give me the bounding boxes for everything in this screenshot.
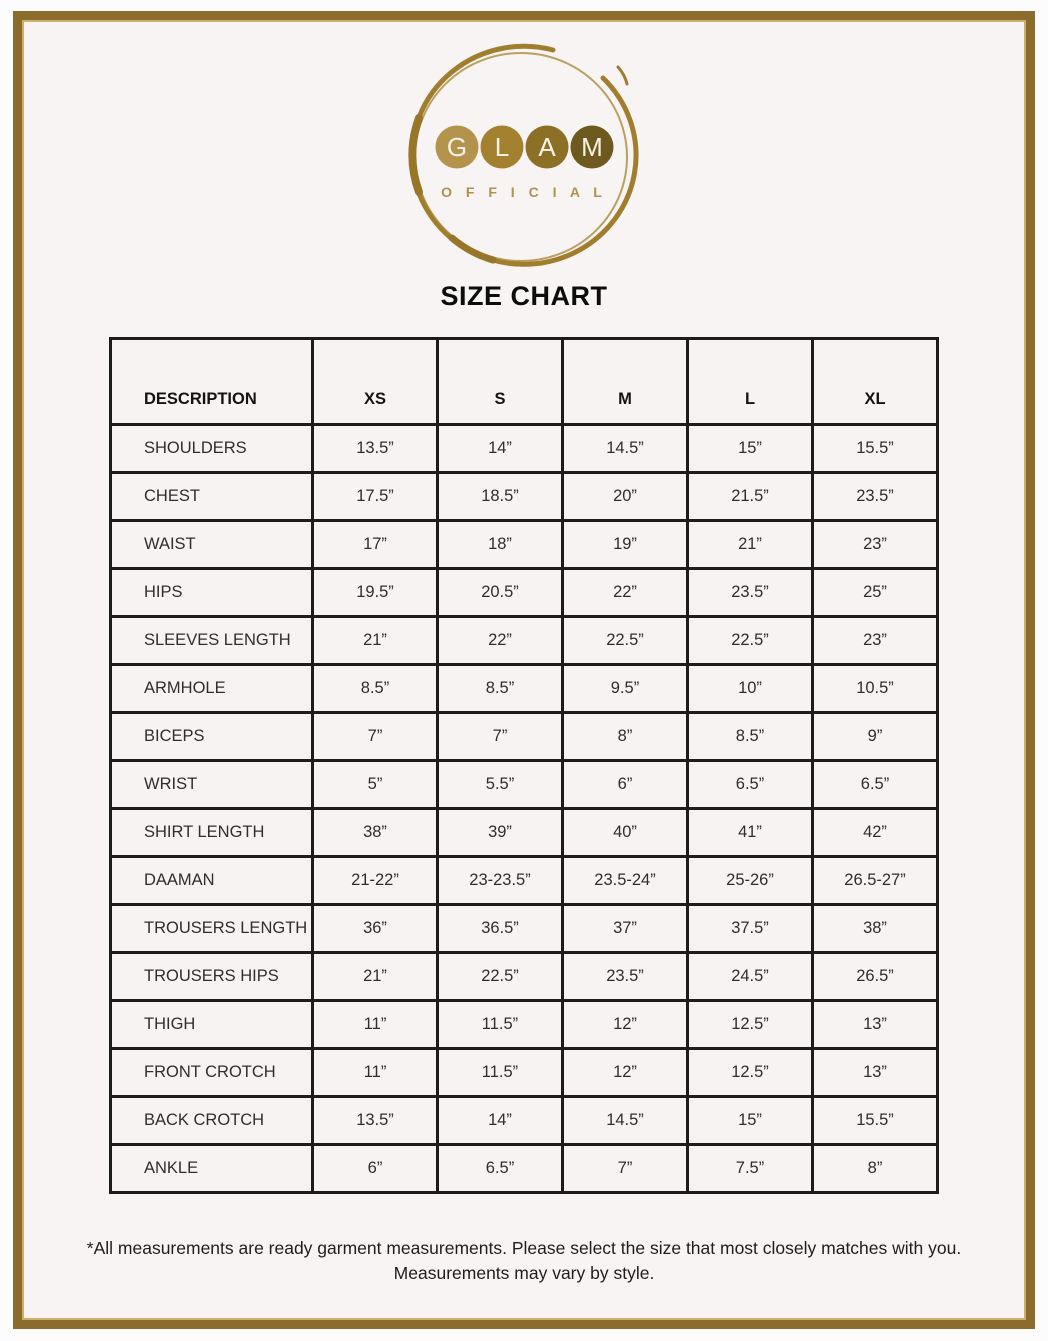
measurement-cell: 19.5” [313, 569, 438, 617]
measurement-cell: 23” [813, 521, 938, 569]
measurement-cell: 24.5” [688, 953, 813, 1001]
logo-letter: M [581, 132, 603, 162]
row-label: THIGH [111, 1001, 313, 1049]
table-header-row [111, 339, 938, 425]
measurement-cell: 38” [813, 905, 938, 953]
row-label: TROUSERS LENGTH [111, 905, 313, 953]
footnote-line-1: *All measurements are ready garment measurements. Please select the size that most closely matches with you. [86, 1238, 962, 1258]
table-row [111, 1097, 938, 1145]
table-row [111, 761, 938, 809]
measurement-cell: 21-22” [313, 857, 438, 905]
measurement-cell: 15.5” [813, 1097, 938, 1145]
row-label: ANKLE [111, 1145, 313, 1193]
row-label: CHEST [111, 473, 313, 521]
measurement-cell: 26.5” [813, 953, 938, 1001]
measurement-cell: 40” [563, 809, 688, 857]
measurement-cell: 15.5” [813, 425, 938, 473]
footnote-line-2: Measurements may vary by style. [393, 1263, 655, 1283]
measurement-cell: 18” [438, 521, 563, 569]
measurement-cell: 10” [688, 665, 813, 713]
measurement-cell: 20.5” [438, 569, 563, 617]
measurement-cell: 12” [563, 1049, 688, 1097]
measurement-cell: 21.5” [688, 473, 813, 521]
footnote [22, 1236, 1026, 1286]
column-header-size: M [563, 339, 688, 425]
measurement-cell: 23.5” [688, 569, 813, 617]
measurement-cell: 23-23.5” [438, 857, 563, 905]
measurement-cell: 12.5” [688, 1049, 813, 1097]
page-content [22, 35, 1026, 1286]
measurement-cell: 22” [563, 569, 688, 617]
measurement-cell: 7” [438, 713, 563, 761]
glam-logo [393, 35, 655, 275]
table-body [111, 425, 938, 1193]
measurement-cell: 42” [813, 809, 938, 857]
row-label: WAIST [111, 521, 313, 569]
measurement-cell: 39” [438, 809, 563, 857]
measurement-cell: 13.5” [313, 425, 438, 473]
column-header-size: L [688, 339, 813, 425]
table-row [111, 521, 938, 569]
logo-letter-circles [436, 126, 614, 169]
measurement-cell: 15” [688, 425, 813, 473]
measurement-cell: 7” [313, 713, 438, 761]
logo-letter: L [494, 132, 510, 162]
column-header-description: DESCRIPTION [111, 339, 313, 425]
table-row [111, 1001, 938, 1049]
measurement-cell: 41” [688, 809, 813, 857]
measurement-cell: 22.5” [688, 617, 813, 665]
measurement-cell: 23.5” [813, 473, 938, 521]
measurement-cell: 5.5” [438, 761, 563, 809]
measurement-cell: 23.5” [563, 953, 688, 1001]
logo-subtitle: O F F I C I A L [441, 184, 607, 200]
size-chart-table [109, 337, 939, 1194]
measurement-cell: 38” [313, 809, 438, 857]
measurement-cell: 8” [563, 713, 688, 761]
measurement-cell: 6” [563, 761, 688, 809]
measurement-cell: 14.5” [563, 425, 688, 473]
logo-letter: A [538, 132, 556, 162]
table-row [111, 1049, 938, 1097]
table-row [111, 617, 938, 665]
measurement-cell: 15” [688, 1097, 813, 1145]
row-label: WRIST [111, 761, 313, 809]
measurement-cell: 17.5” [313, 473, 438, 521]
measurement-cell: 21” [313, 617, 438, 665]
measurement-cell: 8.5” [688, 713, 813, 761]
measurement-cell: 13.5” [313, 1097, 438, 1145]
table-row [111, 713, 938, 761]
measurement-cell: 8.5” [438, 665, 563, 713]
column-header-size: S [438, 339, 563, 425]
measurement-cell: 37.5” [688, 905, 813, 953]
measurement-cell: 7” [563, 1145, 688, 1193]
table-row [111, 953, 938, 1001]
measurement-cell: 36.5” [438, 905, 563, 953]
measurement-cell: 25-26” [688, 857, 813, 905]
measurement-cell: 6” [313, 1145, 438, 1193]
table-row [111, 425, 938, 473]
table-row [111, 665, 938, 713]
page-title: SIZE CHART [440, 281, 608, 311]
measurement-cell: 17” [313, 521, 438, 569]
logo-letter: G [446, 132, 468, 162]
measurement-cell: 22” [438, 617, 563, 665]
measurement-cell: 12.5” [688, 1001, 813, 1049]
table-row [111, 473, 938, 521]
measurement-cell: 21” [688, 521, 813, 569]
measurement-cell: 8.5” [313, 665, 438, 713]
table-row [111, 569, 938, 617]
measurement-cell: 8” [813, 1145, 938, 1193]
measurement-cell: 37” [563, 905, 688, 953]
measurement-cell: 13” [813, 1049, 938, 1097]
column-header-size: XL [813, 339, 938, 425]
measurement-cell: 9” [813, 713, 938, 761]
measurement-cell: 18.5” [438, 473, 563, 521]
measurement-cell: 23” [813, 617, 938, 665]
measurement-cell: 14” [438, 1097, 563, 1145]
column-header-size: XS [313, 339, 438, 425]
table-row [111, 809, 938, 857]
measurement-cell: 19” [563, 521, 688, 569]
table-row [111, 905, 938, 953]
measurement-cell: 7.5” [688, 1145, 813, 1193]
table-row [111, 1145, 938, 1193]
measurement-cell: 5” [313, 761, 438, 809]
measurement-cell: 13” [813, 1001, 938, 1049]
row-label: TROUSERS HIPS [111, 953, 313, 1001]
row-label: FRONT CROTCH [111, 1049, 313, 1097]
measurement-cell: 14.5” [563, 1097, 688, 1145]
row-label: HIPS [111, 569, 313, 617]
row-label: SLEEVES LENGTH [111, 617, 313, 665]
measurement-cell: 25” [813, 569, 938, 617]
measurement-cell: 11.5” [438, 1001, 563, 1049]
measurement-cell: 11.5” [438, 1049, 563, 1097]
measurement-cell: 14” [438, 425, 563, 473]
measurement-cell: 21” [313, 953, 438, 1001]
row-label: SHIRT LENGTH [111, 809, 313, 857]
measurement-cell: 6.5” [688, 761, 813, 809]
page-frame [13, 11, 1035, 1329]
measurement-cell: 12” [563, 1001, 688, 1049]
measurement-cell: 11” [313, 1001, 438, 1049]
row-label: DAAMAN [111, 857, 313, 905]
row-label: ARMHOLE [111, 665, 313, 713]
measurement-cell: 11” [313, 1049, 438, 1097]
measurement-cell: 36” [313, 905, 438, 953]
measurement-cell: 22.5” [563, 617, 688, 665]
table-row [111, 857, 938, 905]
measurement-cell: 26.5-27” [813, 857, 938, 905]
row-label: SHOULDERS [111, 425, 313, 473]
measurement-cell: 22.5” [438, 953, 563, 1001]
measurement-cell: 20” [563, 473, 688, 521]
measurement-cell: 10.5” [813, 665, 938, 713]
measurement-cell: 9.5” [563, 665, 688, 713]
measurement-cell: 23.5-24” [563, 857, 688, 905]
row-label: BACK CROTCH [111, 1097, 313, 1145]
measurement-cell: 6.5” [438, 1145, 563, 1193]
row-label: BICEPS [111, 713, 313, 761]
measurement-cell: 6.5” [813, 761, 938, 809]
